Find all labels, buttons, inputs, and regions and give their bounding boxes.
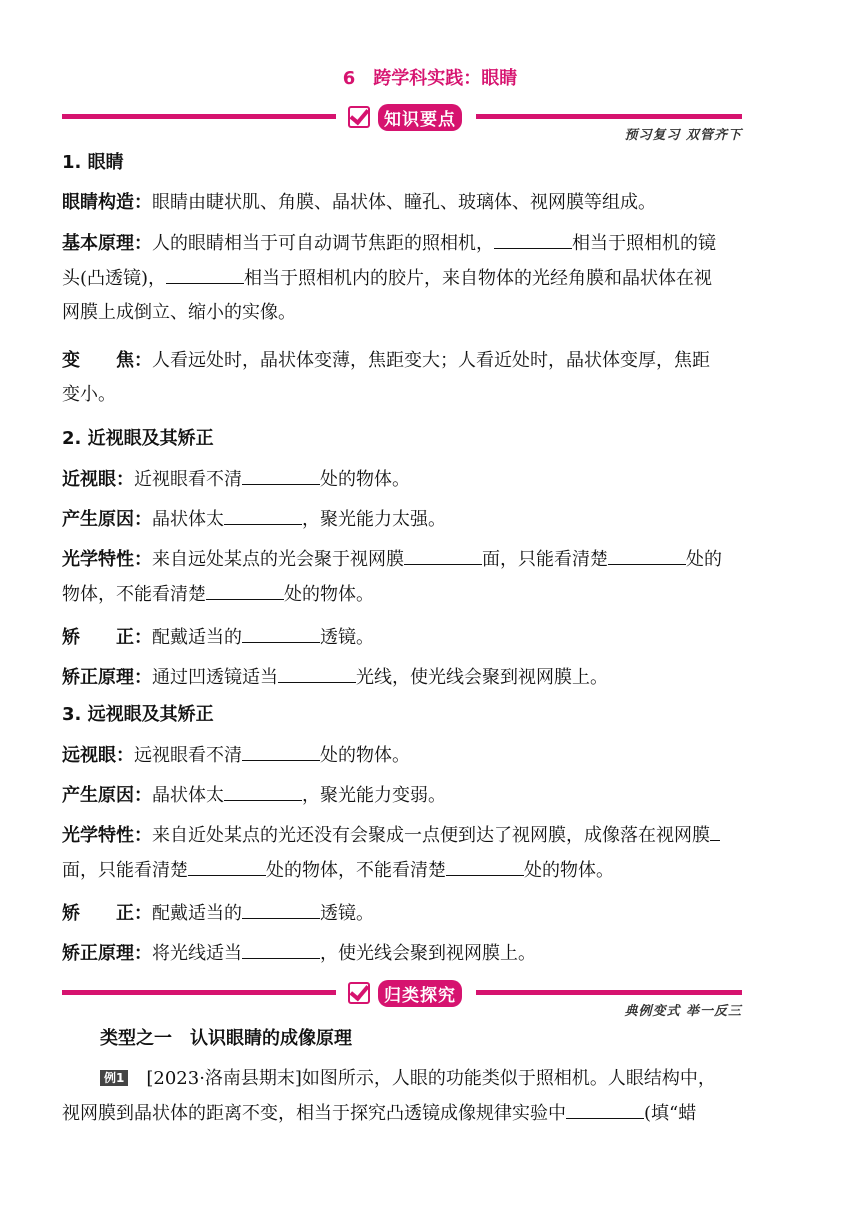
answer-blank[interactable]: [242, 462, 320, 485]
text: 视网膜到晶状体的距离不变，相当于探究凸透镜成像规律实验中: [62, 1103, 566, 1124]
text: 人看远处时，晶状体变薄，焦距变大；人看近处时，晶状体变厚，焦距: [152, 350, 710, 371]
text: 人的眼睛相当于可自动调节焦距的照相机，: [152, 233, 494, 254]
page-title: [0, 64, 860, 90]
label: 产生原因：: [62, 785, 152, 806]
section-banner-knowledge: [62, 102, 742, 142]
banner-label: 知识要点: [378, 104, 462, 131]
text: 将光线适当: [152, 943, 242, 964]
text: 远视眼看不清: [134, 745, 242, 766]
text: 处的: [686, 549, 722, 570]
myopia-line-5: [62, 660, 802, 695]
text: 晶状体太: [152, 785, 224, 806]
answer-blank[interactable]: [494, 226, 572, 249]
answer-blank[interactable]: [608, 542, 686, 565]
hyperopia-line-5: [62, 936, 802, 971]
text: 物体，不能看清楚: [62, 584, 206, 605]
text: 来自近处某点的光还没有会聚成一点便到达了视网膜，成像落在视网膜: [152, 825, 710, 846]
text: ，使光线会聚到视网膜上。: [320, 943, 536, 964]
myopia-line-2: [62, 502, 802, 537]
text: 相当于照相机内的胶片，来自物体的光经角膜和晶状体在视: [244, 268, 713, 289]
answer-blank[interactable]: [242, 738, 320, 761]
text: 通过凹透镜适当: [152, 667, 278, 688]
check-icon: [348, 106, 370, 128]
example-badge: 例1: [100, 1070, 128, 1086]
eye-principle: [62, 226, 802, 330]
text: 面，只能看清楚: [62, 860, 188, 881]
hyperopia-line-4: [62, 896, 802, 931]
answer-blank[interactable]: [710, 818, 720, 841]
answer-blank[interactable]: [166, 261, 244, 284]
text: 网膜上成倒立、缩小的实像。: [62, 302, 296, 323]
text: 面，只能看清楚: [482, 549, 608, 570]
banner-subtitle: 预习复习 双管齐下: [624, 128, 742, 143]
label: 矫 正：: [62, 627, 152, 648]
banner-pill: [336, 104, 476, 130]
text: 透镜。: [320, 627, 374, 648]
banner-pill: [336, 980, 476, 1006]
text: 近视眼看不清: [134, 469, 242, 490]
hyperopia-line-3: [62, 818, 802, 888]
chapter-title: 跨学科实践：眼睛: [373, 68, 518, 89]
label: 眼睛构造：: [62, 192, 152, 213]
text: 光线，使光线会聚到视网膜上。: [356, 667, 608, 688]
answer-blank[interactable]: [404, 542, 482, 565]
heading-hyperopia: 3. 远视眼及其矫正: [62, 704, 214, 725]
text: 透镜。: [320, 903, 374, 924]
text: 处的物体。: [320, 745, 410, 766]
text: 处的物体，不能看清楚: [266, 860, 446, 881]
text: ，聚光能力太强。: [302, 509, 446, 530]
example-1: [62, 1062, 802, 1131]
answer-blank[interactable]: [242, 896, 320, 919]
type-heading: 类型之一 认识眼睛的成像原理: [100, 1028, 352, 1049]
text: 晶状体太: [152, 509, 224, 530]
label: 矫 正：: [62, 903, 152, 924]
answer-blank[interactable]: [188, 853, 266, 876]
label: 矫正原理：: [62, 667, 152, 688]
label: 近视眼：: [62, 469, 134, 490]
answer-blank[interactable]: [224, 502, 302, 525]
myopia-line-3: [62, 542, 802, 612]
text: 眼睛由睫状肌、角膜、晶状体、瞳孔、玻璃体、视网膜等组成。: [152, 192, 656, 213]
hyperopia-line-2: [62, 778, 802, 813]
eye-focus: [62, 344, 802, 412]
text: [2023·洛南县期末]如图所示，人眼的功能类似于照相机。人眼结构中，: [146, 1068, 716, 1089]
text: 头(凸透镜)，: [62, 268, 167, 289]
text: 处的物体。: [284, 584, 374, 605]
eye-structure: [62, 186, 802, 220]
label: 光学特性：: [62, 825, 152, 846]
label: 变 焦：: [62, 350, 152, 371]
label: 产生原因：: [62, 509, 152, 530]
text: 处的物体。: [320, 469, 410, 490]
myopia-line-1: [62, 462, 802, 497]
text: 来自远处某点的光会聚于视网膜: [152, 549, 404, 570]
text: (填“蜡: [644, 1103, 697, 1124]
answer-blank[interactable]: [206, 577, 284, 600]
heading-myopia: 2. 近视眼及其矫正: [62, 428, 214, 449]
answer-blank[interactable]: [278, 660, 356, 683]
label: 远视眼：: [62, 745, 134, 766]
answer-blank[interactable]: [242, 936, 320, 959]
myopia-line-4: [62, 620, 802, 655]
section-banner-explore: [62, 978, 742, 1018]
banner-label: 归类探究: [378, 980, 462, 1007]
text: 相当于照相机的镜: [572, 233, 716, 254]
answer-blank[interactable]: [566, 1096, 644, 1119]
text: 变小。: [62, 384, 116, 405]
text: 配戴适当的: [152, 627, 242, 648]
answer-blank[interactable]: [446, 853, 524, 876]
banner-subtitle: 典例变式 举一反三: [624, 1004, 742, 1019]
label: 光学特性：: [62, 549, 152, 570]
heading-eye: 1. 眼睛: [62, 152, 124, 173]
label: 矫正原理：: [62, 943, 152, 964]
hyperopia-line-1: [62, 738, 802, 773]
chapter-number: 6: [342, 68, 356, 89]
text: 处的物体。: [524, 860, 614, 881]
check-icon: [348, 982, 370, 1004]
label: 基本原理：: [62, 233, 152, 254]
answer-blank[interactable]: [242, 620, 320, 643]
text: 配戴适当的: [152, 903, 242, 924]
answer-blank[interactable]: [224, 778, 302, 801]
text: ，聚光能力变弱。: [302, 785, 446, 806]
